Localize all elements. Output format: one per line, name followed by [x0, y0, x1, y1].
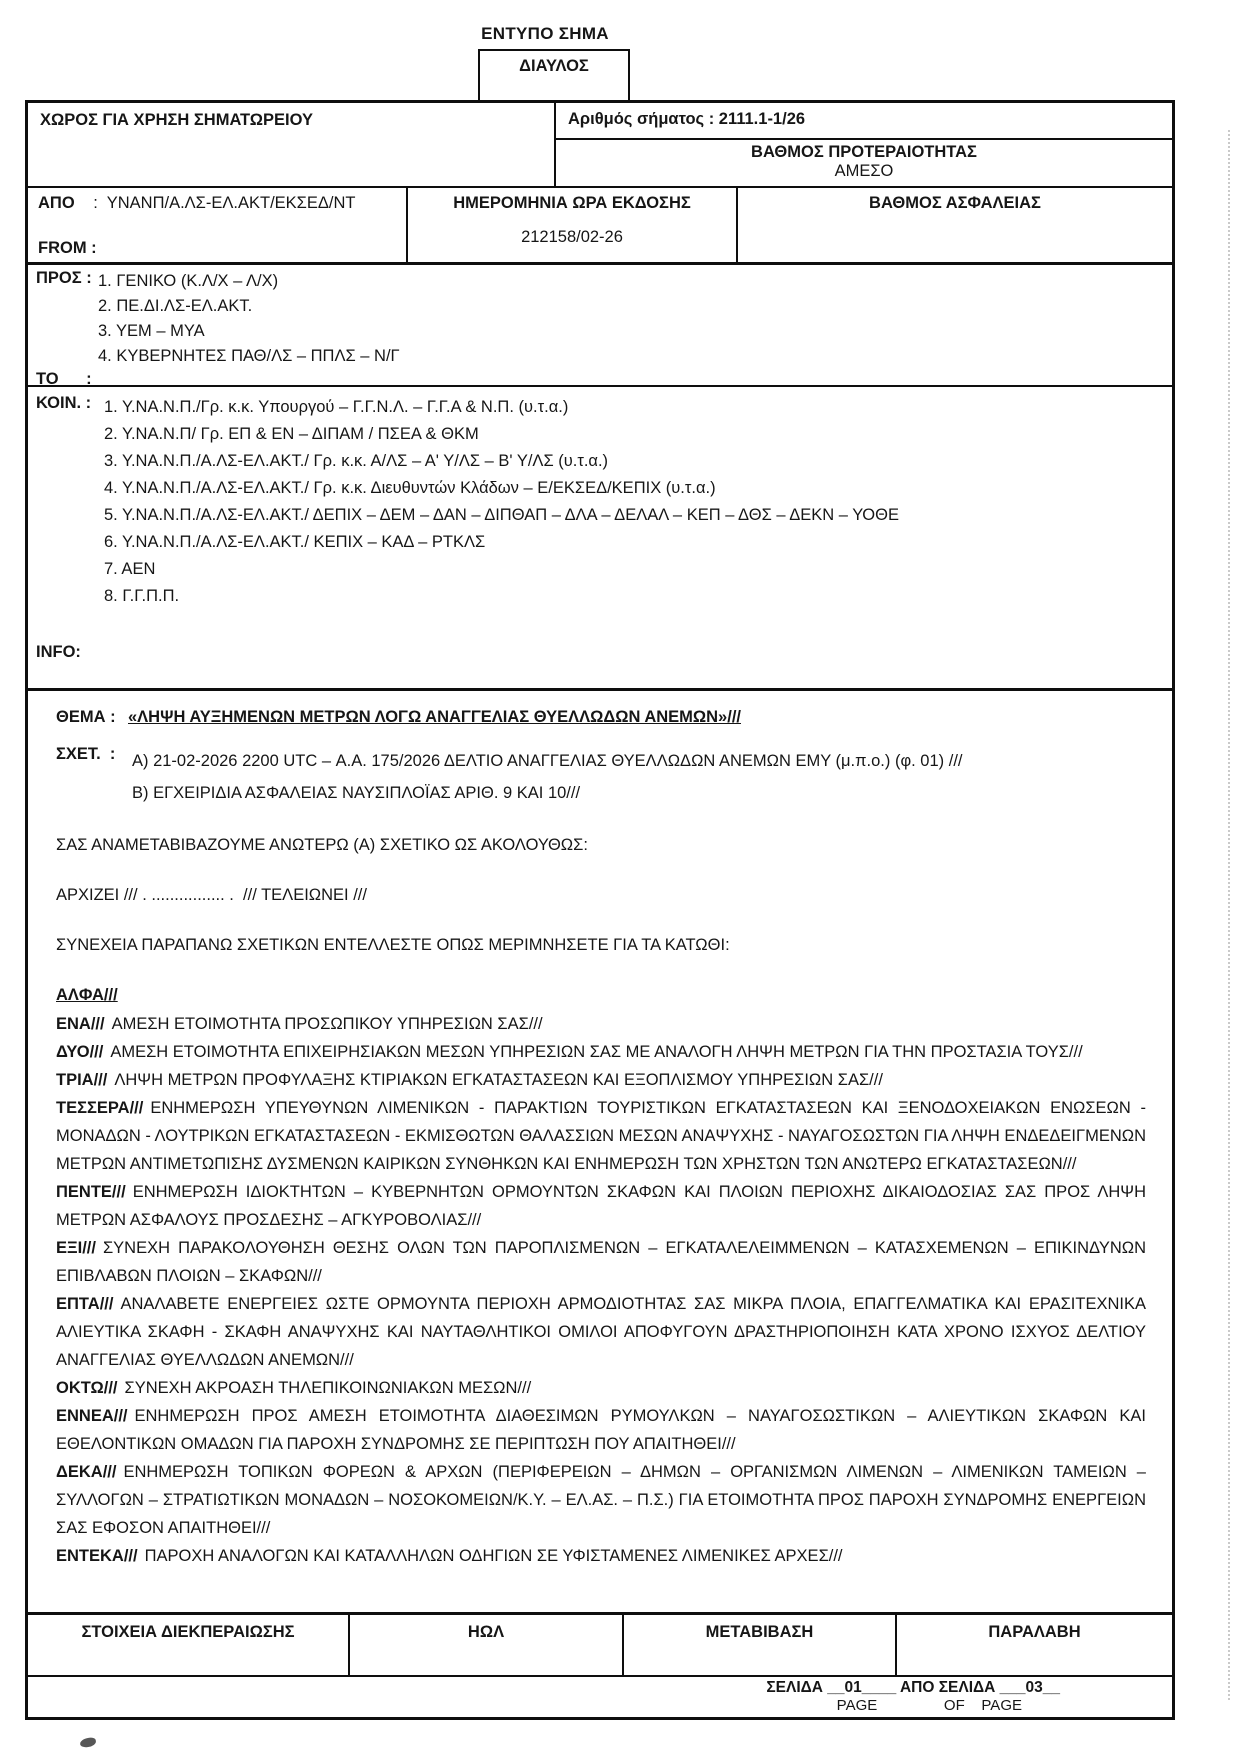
from-cell: [28, 188, 408, 262]
footer-col-receipt: ΠΑΡΑΛΑΒΗ: [988, 1623, 1081, 1641]
channel-box: [478, 49, 630, 100]
ref-item: Β) ΕΓΧΕΙΡΙΔΙΑ ΑΣΦΑΛΕΙΑΣ ΝΑΥΣΙΠΛΟΪΑΣ ΑΡΙΘ. 9 ΚΑΙ 10///: [132, 784, 581, 802]
paragraph-text: ΕΝΗΜΕΡΩΣΗ ΠΡΟΣ ΑΜΕΣΗ ΕΤΟΙΜΟΤΗΤΑ ΔΙΑΘΕΣΙΜΩΝ ΡΥΜΟΥΛΚΩΝ – ΝΑΥΑΓΟΣΩΣΤΙΚΩΝ – ΑΛΙΕΥΤΙΚΩΝ ΣΚΑΦΩΝ ΚΑΙ ΕΘΕΛΟΝΤΙΚΩΝ ΟΜΑΔΩΝ ΓΙΑ ΠΑΡΟΧΗ ΣΥΝΔΡΟΜΗΣ ΣΕ ΠΕΡΙΠΤΩΣΗ ΠΟΥ ΑΠΑΙΤΗΘΕΙ///: [56, 1407, 1146, 1453]
page-number-row: [28, 1677, 1172, 1717]
paragraph-text: ΕΝΗΜΕΡΩΣΗ ΙΔΙΟΚΤΗΤΩΝ – ΚΥΒΕΡΝΗΤΩΝ ΟΡΜΟΥΝΤΩΝ ΣΚΑΦΩΝ ΚΑΙ ΠΛΟΙΩΝ ΠΕΡΙΟΧΗΣ ΔΙΚΑΙΟΔΟΣΙΑΣ ΣΑΣ ΠΡΟΣ ΛΗΨΗ ΜΕΤΡΩΝ ΑΣΦΑΛΟΥΣ ΠΡΟΣΔΕΣΗΣ – ΑΓΚΥΡΟΒΟΛΙΑΣ///: [56, 1183, 1146, 1229]
security-cell: [738, 188, 1172, 262]
paragraph-lead: ΠΕΝΤΕ///: [56, 1183, 126, 1201]
body-paragraph: [56, 1038, 1146, 1066]
paragraph-text: ΑΝΑΛΑΒΕΤΕ ΕΝΕΡΓΕΙΕΣ ΩΣΤΕ ΟΡΜΟΥΝΤΑ ΠΕΡΙΟΧΗ ΑΡΜΟΔΙΟΤΗΤΑΣ ΣΑΣ ΜΙΚΡΑ ΠΛΟΙΑ, ΕΠΑΓΓΕΛΜΑΤΙΚΑ ΚΑΙ ΕΡΑΣΙΤΕΧΝΙΚΑ ΑΛΙΕΥΤΙΚΑ ΣΚΑΦΗ - ΣΚΑΦΗ ΑΝΑΨΥΧΗΣ ΚΑΙ ΝΑΥΤΑΘΛΗΤΙΚΟΙ ΟΜΙΛΟΙ ΑΠΟΦΥΓΟΥΝ ΔΡΑΣΤΗΡΙΟΠΟΙΗΣΗ ΚΑΤΑ ΧΡΟΝΟ ΙΣΧΥΟΣ ΔΕΛΤΙΟΥ ΑΝΑΓΓΕΛΙΑΣ ΘΥΕΛΛΩΔΩΝ ΑΝΕΜΩΝ///: [56, 1295, 1146, 1369]
scan-smudge: [79, 1737, 96, 1748]
paragraph-text: ΣΥΝΕΧΗ ΠΑΡΑΚΟΛΟΥΘΗΣΗ ΘΕΣΗΣ ΟΛΩΝ ΤΩΝ ΠΑΡΟΠΛΙΣΜΕΝΩΝ – ΕΓΚΑΤΑΛΕΛΕΙΜΜΕΝΩΝ – ΚΑΤΑΣΧΕΜΕΝΩΝ – ΕΠΙΚΙΝΔΥΝΩΝ ΕΠΙΒΛΑΒΩΝ ΠΛΟΙΩΝ – ΣΚΑΦΩΝ///: [56, 1239, 1146, 1285]
cc-item: 7. ΑΕΝ: [104, 560, 156, 578]
body-paragraph: [56, 1178, 1146, 1234]
continue-line: ΣΥΝΕΧΕΙΑ ΠΑΡΑΠΑΝΩ ΣΧΕΤΙΚΩΝ ΕΝΤΕΛΛΕΣΤΕ ΟΠΩΣ ΜΕΡΙΜΝΗΣΕΤΕ ΓΙΑ ΤΑ ΚΑΤΩΘΙ:: [56, 936, 730, 954]
body-paragraph: [56, 1458, 1146, 1542]
body-paragraph: [56, 1094, 1146, 1178]
signal-office-cell: ΧΩΡΟΣ ΓΙΑ ΧΡΗΣΗ ΣΗΜΑΤΩΡΕΙΟΥ: [28, 103, 556, 186]
body-paragraph: [56, 1542, 1146, 1570]
paragraph-lead: ΔΕΚΑ///: [56, 1463, 117, 1481]
header-right-column: [556, 103, 1172, 186]
signal-number-cell: Αριθμός σήματος : 2111.1-1/26: [556, 103, 1172, 140]
priority-label: ΒΑΘΜΟΣ ΠΡΟΤΕΡΑΙΟΤΗΤΑΣ: [751, 143, 977, 161]
footer-row: [28, 1615, 1172, 1677]
body-paragraph: [56, 1290, 1146, 1374]
paragraph-text: ΠΑΡΟΧΗ ΑΝΑΛΟΓΩΝ ΚΑΙ ΚΑΤΑΛΛΗΛΩΝ ΟΔΗΓΙΩΝ ΣΕ ΥΦΙΣΤΑΜΕΝΕΣ ΛΙΜΕΝΙΚΕΣ ΑΡΧΕΣ///: [144, 1547, 843, 1565]
body-paragraph: [56, 1374, 1146, 1402]
message-body: [28, 691, 1172, 1615]
cc-item: 8. Γ.Γ.Π.Π.: [104, 587, 180, 605]
references-block: [56, 745, 1146, 809]
body-paragraph: [56, 1234, 1146, 1290]
cc-item: 1. Υ.ΝΑ.Ν.Π./Γρ. κ.κ. Υπουργού – Γ.Γ.Ν.Λ. – Γ.Γ.Α & Ν.Π. (υ.τ.α.): [104, 398, 569, 416]
cc-item: 5. Υ.ΝΑ.Ν.Π./Α.ΛΣ-ΕΛ.ΑΚΤ./ ΔΕΠΙΧ – ΔΕΜ – ΔΑΝ – ΔΙΠΘΑΠ – ΔΛΑ – ΔΕΛΑΛ – ΚΕΠ – ΔΘΣ – ΔΕΚΝ – ΥΟΘΕ: [104, 506, 899, 524]
body-paragraph: [56, 1402, 1146, 1458]
begins-line: ΑΡΧΙΖΕΙ /// . ................ . /// ΤΕΛΕΙΩΝΕΙ ///: [56, 886, 367, 904]
scan-artifact-line: [1228, 130, 1230, 1700]
to-en-label: ΤΟ :: [36, 370, 92, 388]
paragraph-lead: ΕΝΤΕΚΑ///: [56, 1547, 138, 1565]
paragraph-text: ΕΝΗΜΕΡΩΣΗ ΤΟΠΙΚΩΝ ΦΟΡΕΩΝ & ΑΡΧΩΝ (ΠΕΡΙΦΕΡΕΙΩΝ – ΔΗΜΩΝ – ΟΡΓΑΝΙΣΜΩΝ ΛΙΜΕΝΩΝ – ΛΙΜΕΝΙΚΩΝ ΤΑΜΕΙΩΝ – ΣΥΛΛΟΓΩΝ – ΣΤΡΑΤΙΩΤΙΚΩΝ ΜΟΝΑΔΩΝ – ΝΟΣΟΚΟΜΕΙΩΝ/Κ.Υ. – ΕΛ.ΑΣ. – Π.Σ.) ΓΙΑ ΕΤΟΙΜΟΤΗΤΑ ΠΡΟΣ ΠΑΡΟΧΗ ΣΥΝΔΡΟΜΗΣ ΕΝΕΡΓΕΙΩΝ ΣΑΣ ΕΦΟΣΟΝ ΑΠΑΙΤΗΘΕΙ///: [56, 1463, 1146, 1537]
cc-item: 6. Υ.ΝΑ.Ν.Π./Α.ΛΣ-ΕΛ.ΑΚΤ./ ΚΕΠΙΧ – ΚΑΔ – ΡΤΚΛΣ: [104, 533, 486, 551]
paragraph-lead: ΕΠΤΑ///: [56, 1295, 114, 1313]
paragraph-text: ΛΗΨΗ ΜΕΤΡΩΝ ΠΡΟΦΥΛΑΞΗΣ ΚΤΙΡΙΑΚΩΝ ΕΓΚΑΤΑΣΤΑΣΕΩΝ ΚΑΙ ΕΞΟΠΛΙΣΜΟΥ ΥΠΗΡΕΣΙΩΝ ΣΑΣ///: [114, 1071, 883, 1089]
subject-line: [56, 705, 1146, 729]
footer-col-processing: ΣΤΟΙΧΕΙΑ ΔΙΕΚΠΕΡΑΙΩΣΗΣ: [28, 1615, 350, 1675]
header-row: [28, 103, 1172, 188]
cc-item: 2. Υ.ΝΑ.Ν.Π/ Γρ. ΕΠ & ΕΝ – ΔΙΠΑΜ / ΠΣΕΑ & ΘΚΜ: [104, 425, 479, 443]
priority-cell: [556, 140, 1172, 186]
paragraph-text: ΕΝΗΜΕΡΩΣΗ ΥΠΕΥΘΥΝΩΝ ΛΙΜΕΝΙΚΩΝ - ΠΑΡΑΚΤΙΩΝ ΤΟΥΡΙΣΤΙΚΩΝ ΕΓΚΑΤΑΣΤΑΣΕΩΝ ΚΑΙ ΞΕΝΟΔΟΧΕΙΑΚΩΝ ΕΝΩΣΕΩΝ - ΜΟΝΑΔΩΝ - ΛΟΥΤΡΙΚΩΝ ΕΓΚΑΤΑΣΤΑΣΕΩΝ - ΕΚΜΙΣΘΩΤΩΝ ΘΑΛΑΣΣΙΩΝ ΜΕΣΩΝ ΑΝΑΨΥΧΗΣ - ΝΑΥΑΓΟΣΩΣΤΩΝ ΓΙΑ ΛΗΨΗ ΕΝΔΕΔΕΙΓΜΕΝΩΝ ΜΕΤΡΩΝ ΑΝΤΙΜΕΤΩΠΙΣΗΣ ΔΥΣΜΕΝΩΝ ΚΑΙΡΙΚΩΝ ΣΥΝΘΗΚΩΝ ΚΑΙ ΕΝΗΜΕΡΩΣΗ ΤΩΝ ΧΡΗΣΤΩΝ ΤΩΝ ΑΝΩΤΕΡΩ ΕΓΚΑΤΑΣΤΑΣΕΩΝ///: [56, 1099, 1146, 1173]
to-item: 1. ΓΕΝΙΚΟ (Κ.Λ/Χ – Λ/Χ): [98, 272, 279, 290]
subject-label: ΘΕΜΑ :: [56, 708, 116, 726]
paragraph-lead: ΟΚΤΩ///: [56, 1379, 118, 1397]
body-paragraph: [56, 1010, 1146, 1038]
to-label: ΠΡΟΣ :: [36, 269, 92, 287]
ref-item: Α) 21-02-2026 2200 UTC – Α.Α. 175/2026 ΔΕΛΤΙΟ ΑΝΑΓΓΕΛΙΑΣ ΘΥΕΛΛΩΔΩΝ ΑΝΕΜΩΝ ΕΜΥ (μ.π.ο.) (φ. 01) ///: [132, 752, 963, 770]
paragraph-lead: ΤΕΣΣΕΡΑ///: [56, 1099, 144, 1117]
cc-items: [104, 394, 899, 610]
paragraph-lead: ΕΝΑ///: [56, 1015, 105, 1033]
datetime-value: 212158/02-26: [521, 228, 623, 246]
from-label: ΑΠΟ: [38, 194, 75, 212]
paragraph-lead: ΕΞΙ///: [56, 1239, 96, 1257]
paragraph-text: ΑΜΕΣΗ ΕΤΟΙΜΟΤΗΤΑ ΠΡΟΣΩΠΙΚΟΥ ΥΠΗΡΕΣΙΩΝ ΣΑΣ///: [111, 1015, 543, 1033]
from-value: : ΥΝΑΝΠ/Α.ΛΣ-ΕΛ.ΑΚΤ/ΕΚΣΕΔ/ΝΤ: [93, 194, 356, 212]
section-heading: ΑΛΦΑ///: [56, 986, 118, 1004]
security-label: ΒΑΘΜΟΣ ΑΣΦΑΛΕΙΑΣ: [869, 194, 1041, 212]
channel-label: ΔΙΑΥΛΟΣ: [519, 57, 589, 75]
page-number-line-en: PAGE OF PAGE: [836, 1697, 1022, 1714]
cc-item: 4. Υ.ΝΑ.Ν.Π./Α.ΛΣ-ΕΛ.ΑΚΤ./ Γρ. κ.κ. Διευθυντών Κλάδων – Ε/ΕΚΣΕΔ/ΚΕΠΙΧ (υ.τ.α.): [104, 479, 716, 497]
paragraph-text: ΣΥΝΕΧΗ ΑΚΡΟΑΣΗ ΤΗΛΕΠΙΚΟΙΝΩΝΙΑΚΩΝ ΜΕΣΩΝ///: [124, 1379, 532, 1397]
to-item: 3. ΥΕΜ – ΜΥΑ: [98, 322, 205, 340]
cc-label: ΚΟΙΝ. :: [36, 394, 92, 412]
datetime-cell: [408, 188, 738, 262]
footer-col-transmission: ΜΕΤΑΒΙΒΑΣΗ: [624, 1615, 897, 1675]
retransmit-line: ΣΑΣ ΑΝΑΜΕΤΑΒΙΒΑΖΟΥΜΕ ΑΝΩΤΕΡΩ (Α) ΣΧΕΤΙΚΟ ΩΣ ΑΚΟΛΟΥΘΩΣ:: [56, 836, 588, 854]
to-items: [98, 269, 400, 369]
paragraph-text: ΑΜΕΣΗ ΕΤΟΙΜΟΤΗΤΑ ΕΠΙΧΕΙΡΗΣΙΑΚΩΝ ΜΕΣΩΝ ΥΠΗΡΕΣΙΩΝ ΣΑΣ ΜΕ ΑΝΑΛΟΓΗ ΛΗΨΗ ΜΕΤΡΩΝ ΓΙΑ ΤΗΝ ΠΡΟΣΤΑΣΙΑ ΤΟΥΣ///: [110, 1043, 1083, 1061]
signal-form-table: [25, 100, 1175, 1720]
ref-list: [132, 745, 963, 809]
cc-section: [28, 387, 1172, 691]
to-item: 2. ΠΕ.ΔΙ.ΛΣ-ΕΛ.ΑΚΤ.: [98, 297, 253, 315]
to-item: 4. ΚΥΒΕΡΝΗΤΕΣ ΠΑΘ/ΛΣ – ΠΠΛΣ – Ν/Γ: [98, 347, 400, 365]
subject-text: «ΛΗΨΗ ΑΥΞΗΜΕΝΩΝ ΜΕΤΡΩΝ ΛΟΓΩ ΑΝΑΓΓΕΛΙΑΣ ΘΥΕΛΛΩΔΩΝ ΑΝΕΜΩΝ»///: [128, 708, 741, 726]
cc-item: 3. Υ.ΝΑ.Ν.Π./Α.ΛΣ-ΕΛ.ΑΚΤ./ Γρ. κ.κ. Α/ΛΣ – Α' Υ/ΛΣ – Β' Υ/ΛΣ (υ.τ.α.): [104, 452, 609, 470]
footer-col-dtg: ΗΩΛ: [350, 1615, 624, 1675]
body-paragraph: [56, 1066, 1146, 1094]
from-en-label: FROM :: [38, 239, 97, 257]
info-label: INFO:: [36, 643, 81, 661]
datetime-label: ΗΜΕΡΟΜΗΝΙΑ ΩΡΑ ΕΚΔΟΣΗΣ: [453, 194, 691, 212]
form-title: ΕΝΤΥΠΟ ΣΗΜΑ: [481, 24, 609, 43]
from-row: [28, 188, 1172, 265]
paragraph-lead: ΕΝΝΕΑ///: [56, 1407, 128, 1425]
paragraph-lead: ΤΡΙΑ///: [56, 1071, 108, 1089]
ref-label: ΣΧΕΤ. :: [56, 745, 116, 763]
to-section: [28, 265, 1172, 387]
priority-value: ΑΜΕΣΟ: [834, 162, 894, 180]
paragraph-lead: ΔΥΟ///: [56, 1043, 104, 1061]
page-number-line-gr: ΣΕΛΙΔΑ __01____ ΑΠΟ ΣΕΛΙΔΑ ___03__: [766, 1679, 1060, 1696]
